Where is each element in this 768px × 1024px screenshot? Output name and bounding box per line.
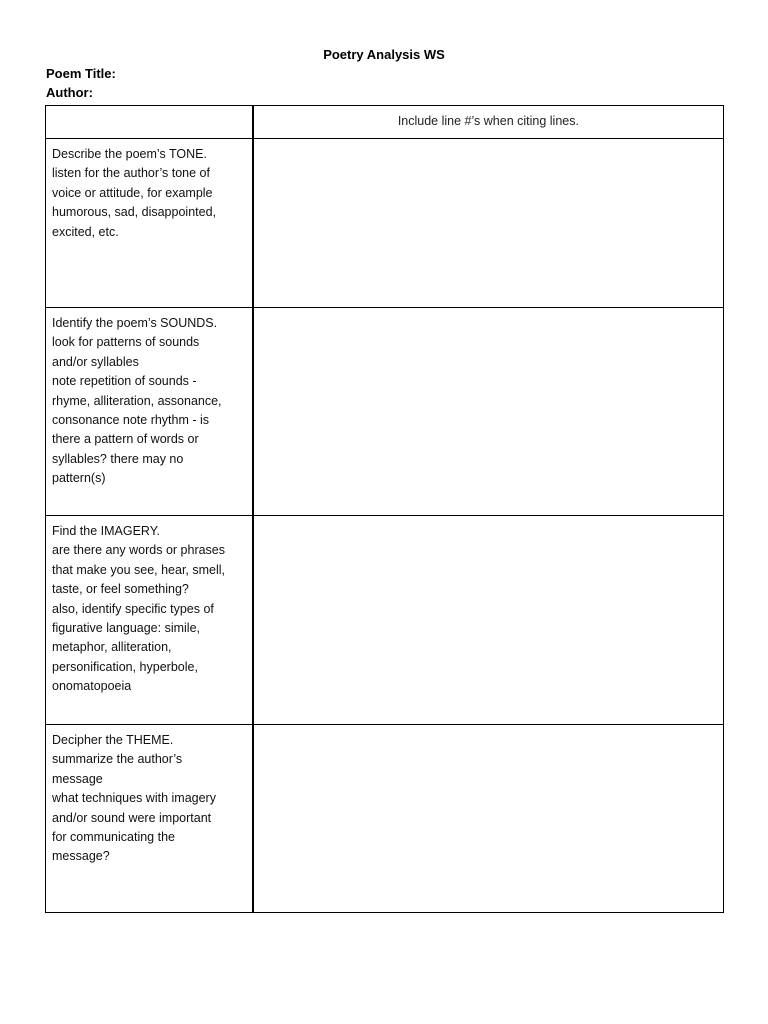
prompt-line: Find the IMAGERY. <box>52 524 160 538</box>
prompt-sounds <box>46 308 252 489</box>
table-row-tone <box>46 139 724 308</box>
prompt-line: listen for the author’s tone of <box>52 166 210 181</box>
table-row-imagery <box>46 516 724 725</box>
prompt-cell-tone <box>46 139 253 308</box>
table-row-theme <box>46 725 724 913</box>
prompt-cell-sounds <box>46 308 253 516</box>
prompt-line: figurative language: simile, <box>52 621 200 636</box>
prompt-line: consonance note rhythm - is <box>52 413 210 428</box>
answer-cell-imagery[interactable] <box>253 516 724 725</box>
prompt-line: what techniques with imagery <box>52 791 216 806</box>
prompt-cell-imagery <box>46 516 253 725</box>
prompt-line: there a pattern of words or <box>52 432 199 447</box>
prompt-line: onomatopoeia <box>52 679 132 694</box>
answer-cell-tone[interactable] <box>253 139 724 308</box>
header-note: Include line #’s when citing lines. <box>397 114 579 128</box>
header-note-cell <box>253 106 724 139</box>
prompt-theme <box>46 725 252 867</box>
prompt-line: for communicating the <box>52 830 175 845</box>
prompt-line: rhyme, alliteration, assonance, <box>52 393 222 408</box>
prompt-imagery <box>46 516 252 697</box>
author-label: Author: <box>46 85 93 100</box>
prompt-line: and/or syllables <box>52 354 139 369</box>
prompt-line: look for patterns of sounds <box>52 335 200 350</box>
table-row-sounds <box>46 308 724 516</box>
prompt-line: humorous, sad, disappointed, <box>52 205 216 220</box>
prompt-line: Describe the poem’s TONE. <box>52 147 207 161</box>
prompt-tone <box>46 139 252 242</box>
table-header-row <box>46 106 724 139</box>
prompt-cell-theme <box>46 725 253 913</box>
prompt-line: pattern(s) <box>52 471 106 486</box>
prompt-line: voice or attitude, for example <box>52 185 213 200</box>
page-title: Poetry Analysis WS <box>323 47 445 62</box>
prompt-line: excited, etc. <box>52 224 119 239</box>
answer-cell-theme[interactable] <box>253 725 724 913</box>
header-blank-cell <box>46 106 253 139</box>
prompt-line: personification, hyperbole, <box>52 659 198 674</box>
prompt-line: that make you see, hear, smell, <box>52 562 226 577</box>
prompt-line: message? <box>52 849 110 864</box>
prompt-line: summarize the author’s <box>52 752 183 767</box>
prompt-line: Identify the poem’s SOUNDS. <box>52 316 218 330</box>
prompt-line: message <box>52 771 103 786</box>
prompt-line: syllables? there may no <box>52 451 184 466</box>
analysis-table <box>45 105 724 913</box>
answer-cell-sounds[interactable] <box>253 308 724 516</box>
prompt-line: metaphor, alliteration, <box>52 640 172 655</box>
prompt-line: also, identify specific types of <box>52 601 214 616</box>
poem-title-label: Poem Title: <box>46 66 116 81</box>
prompt-line: and/or sound were important <box>52 810 212 825</box>
prompt-line: are there any words or phrases <box>52 543 226 558</box>
prompt-line: note repetition of sounds - <box>52 374 197 389</box>
prompt-line: taste, or feel something? <box>52 582 189 597</box>
prompt-line: Decipher the THEME. <box>52 733 174 747</box>
